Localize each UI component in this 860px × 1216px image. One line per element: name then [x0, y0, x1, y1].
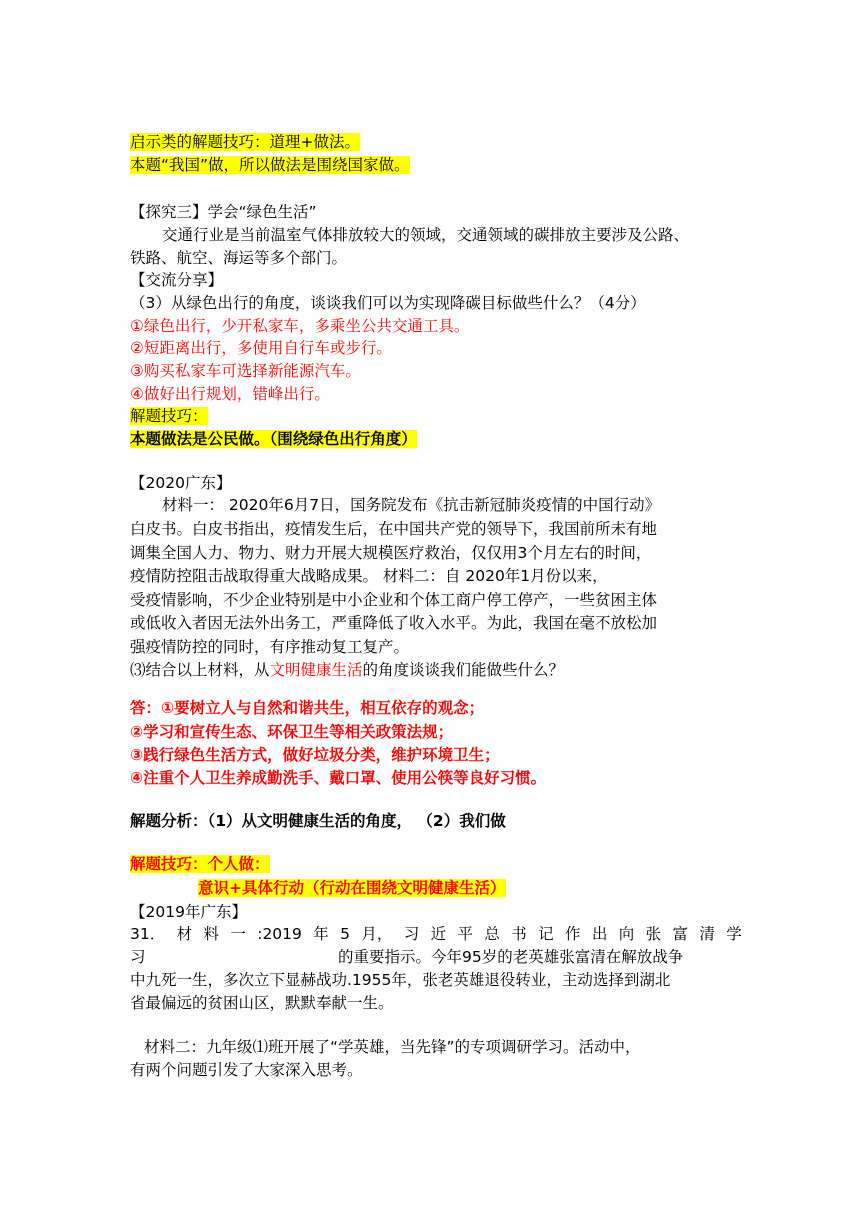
answer-2020-line: ②学习和宣传生态、环保卫生等相关政策法规； — [130, 723, 454, 741]
answer-line: ④做好出行规划，错峰出行。 — [130, 385, 330, 403]
answer-line: ③购买私家车可选择新能源汽车。 — [130, 362, 361, 380]
material-2020-line: 调集全国人力、物力、财力开展大规模医疗救治，仅仅用3个月左右的时间， — [130, 544, 652, 562]
question-3: （3）从绿色出行的角度，谈谈我们可以为实现降碳目标做些什么？（4分） — [130, 294, 646, 312]
material-2020-line: 强疫情防控的同时，有序推动复工复产。 — [130, 638, 410, 656]
section3-title: 【探究三】学会“绿色生活” — [130, 203, 317, 221]
tip-intro-line: 启示类的解题技巧：道理+做法。 — [130, 133, 360, 151]
gd2020-title: 【2020广东】 — [130, 474, 232, 492]
material-2019-line: 习 — [130, 948, 146, 966]
tip-2020-line: 解题技巧：个人做： — [130, 855, 270, 873]
analysis-line: 解题分析：（1）从文明健康生活的角度， （2）我们做 — [130, 812, 506, 830]
share-title: 【交流分享】 — [130, 271, 224, 289]
answer-2020-line: 答：①要树立人与自然和谐共生，相互依存的观念； — [130, 699, 485, 717]
material-2019-line: 中九死一生，多次立下显赫战功.1955年，张老英雄退役转业，主动选择到湖北 — [130, 971, 671, 989]
tip-label-line: 解题技巧： — [130, 407, 208, 425]
material-2020-line: 疫情防控阻击战取得重大战略成果。 材料二：自 2020年1月份以来， — [130, 567, 608, 585]
material-2019-line-cont: 的重要指示。今年95岁的老英雄张富清在解放战争 — [338, 948, 684, 966]
answer-2020-line: ④注重个人卫生养成勤洗手、戴口罩、使用公筷等良好习惯。 — [130, 769, 547, 787]
section3-paragraph-cont: 铁路、航空、海运等多个部门。 — [130, 249, 348, 267]
question-2020: ⑶结合以上材料，从文明健康生活的角度谈谈我们能做些什么？ — [130, 661, 565, 679]
material-2020-line: 白皮书。白皮书指出，疫情发生后，在中国共产党的领导下，我国前所未有地 — [130, 520, 658, 538]
material-2020-line: 受疫情影响，不少企业特别是中小企业和个体工商户停工停产，一些贫困主体 — [130, 591, 658, 609]
tip-2020-line-2: 意识+具体行动（行动在围绕文明健康生活） — [198, 879, 506, 897]
tip-intro-line-2: 本题“我国”做，所以做法是围绕国家做。 — [130, 156, 410, 174]
gd2019-title: 【2019年广东】 — [130, 903, 247, 921]
answer-line: ①绿色出行，少开私家车，多乘坐公共交通工具。 — [130, 317, 470, 335]
material-2019-line: 31． 材 料 一 :2019 年 5 月， 习 近 平 总 书 记 作 出 向 张 富 清 学 — [130, 925, 742, 943]
material-2020-line: 材料一： 2020年6月7日，国务院发布《抗击新冠肺炎疫情的中国行动》 — [162, 496, 661, 514]
section3-paragraph: 交通行业是当前温室气体排放较大的领域，交通领域的碳排放主要涉及公路、 — [162, 226, 690, 244]
material-2019-b-line: 有两个问题引发了大家深入思考。 — [130, 1061, 363, 1079]
answer-line: ②短距离出行，多使用自行车或步行。 — [130, 339, 392, 357]
answer-2020-line: ③践行绿色生活方式，做好垃圾分类，维护环境卫生； — [130, 746, 500, 764]
material-2020-line: 或低收入者因无法外出务工，严重降低了收入水平。为此，我国在毫不放松加 — [130, 614, 658, 632]
tip-green-line: 本题做法是公民做。（围绕绿色出行角度） — [130, 430, 417, 448]
material-2019-line: 省最偏远的贫困山区，默默奉献一生。 — [130, 994, 394, 1012]
material-2019-b-line: 材料二：九年级⑴班开展了“学英雄，当先锋”的专项调研学习。活动中， — [144, 1038, 641, 1056]
